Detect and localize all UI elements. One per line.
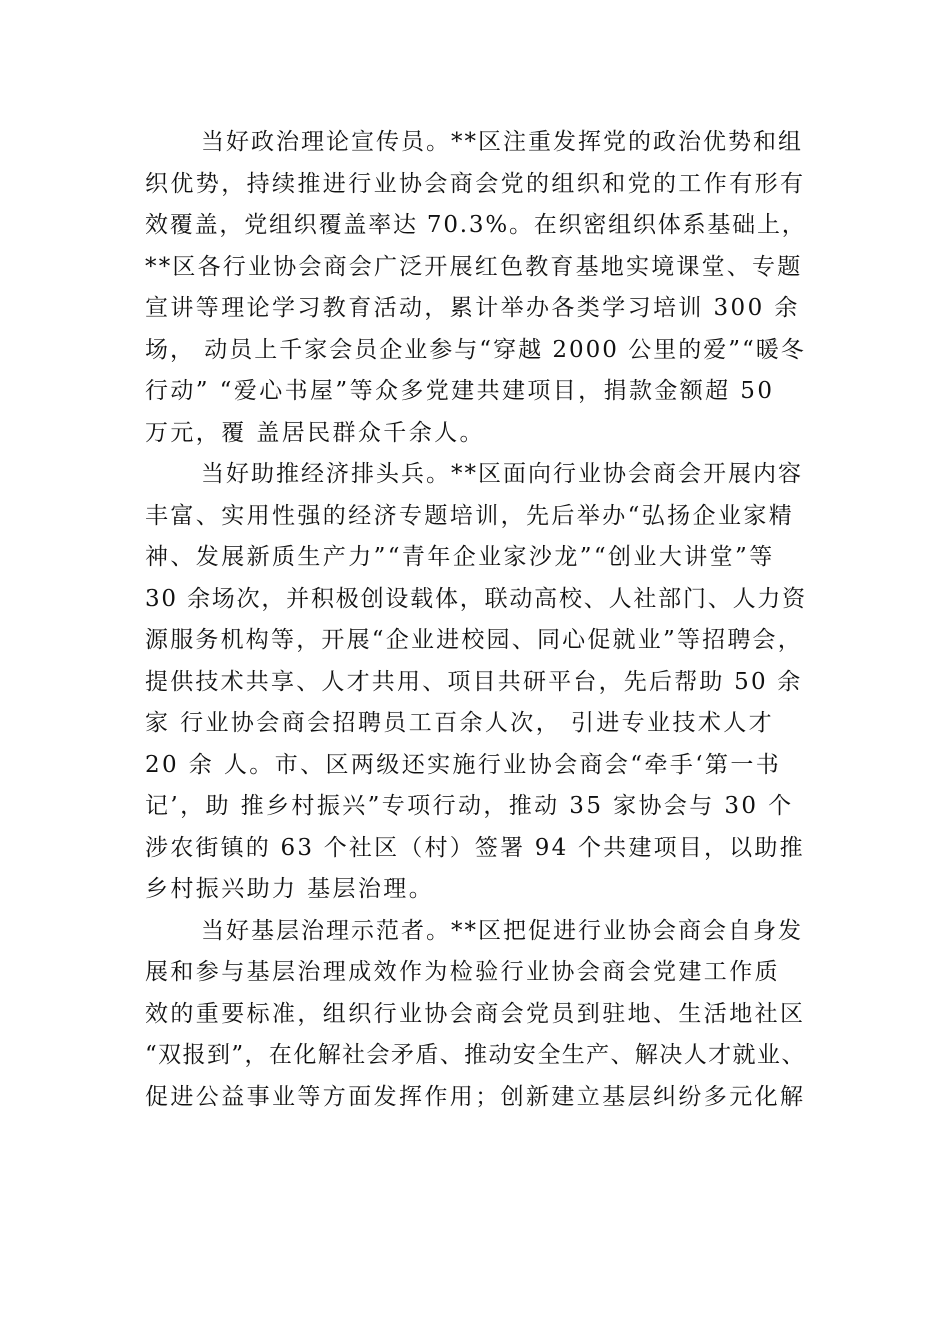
text-line: **区各行业协会商会广泛开展红色教育基地实境课堂、专题 — [145, 253, 803, 280]
text-line: “双报到”，在化解社会矛盾、推动安全生产、解决人才就业、 — [145, 1042, 806, 1068]
text-line: 家 行业协会商会招聘员工百余人次， 引进专业技术人才 — [145, 710, 775, 736]
text-line: 行动” “爱心书屋”等众多党建共建项目，捐款金额超 50 — [145, 378, 775, 404]
text-line: 源服务机构等，开展“企业进校园、同心促就业”等招聘会， — [145, 627, 803, 653]
text-line: 涉农街镇的 63 个社区（村）签署 94 个共建项目，以助推 — [145, 834, 805, 861]
text-line: 当好助推经济排头兵。**区面向行业协会商会开展内容 — [201, 461, 803, 487]
text-line: 提供技术共享、人才共用、项目共研平台，先后帮助 50 余 — [145, 668, 803, 695]
text-line: 30 余场次，并积极创设载体，联动高校、人社部门、人力资 — [145, 585, 807, 612]
text-line: 乡村振兴助力 基层治理。 — [145, 876, 435, 902]
text-line: 丰富、实用性强的经济专题培训，先后举办“弘扬企业家精 — [145, 502, 795, 529]
text-line: 促进公益事业等方面发挥作用；创新建立基层纠纷多元化解 — [145, 1083, 806, 1110]
text-line: 当好基层治理示范者。**区把促进行业协会商会自身发 — [201, 917, 803, 944]
text-line: 展和参与基层治理成效作为检验行业协会商会党建工作质 — [145, 959, 780, 985]
text-line: 神、发展新质生产力”“青年企业家沙龙”“创业大讲堂”等 — [145, 544, 775, 570]
text-line: 织优势，持续推进行业协会商会党的组织和党的工作有形有 — [145, 170, 806, 197]
text-line: 场， 动员上千家会员企业参与“穿越 2000 公里的爱”“暖冬 — [145, 336, 806, 363]
text-line: 效的重要标准，组织行业协会商会党员到驻地、生活地社区 — [145, 1000, 806, 1027]
paragraph-grassroots-governance — [145, 911, 807, 1119]
text-line: 20 余 人。市、区两级还实施行业协会商会“牵手‘第一书 — [145, 751, 782, 778]
text-line: 记’，助 推乡村振兴”专项行动，推动 35 家协会与 30 个 — [145, 793, 794, 819]
paragraph-political-theory — [145, 122, 807, 454]
text-line: 效覆盖，党组织覆盖率达 70.3%。在织密组织体系基础上， — [145, 212, 807, 238]
text-line: 宣讲等理论学习教育活动，累计举办各类学习培训 300 余 — [145, 295, 800, 321]
document-body — [145, 122, 807, 1118]
text-line: 万元，覆 盖居民群众千余人。 — [145, 419, 485, 446]
text-line: 当好政治理论宣传员。**区注重发挥党的政治优势和组 — [201, 129, 803, 155]
paragraph-economic-promotion — [145, 454, 807, 911]
